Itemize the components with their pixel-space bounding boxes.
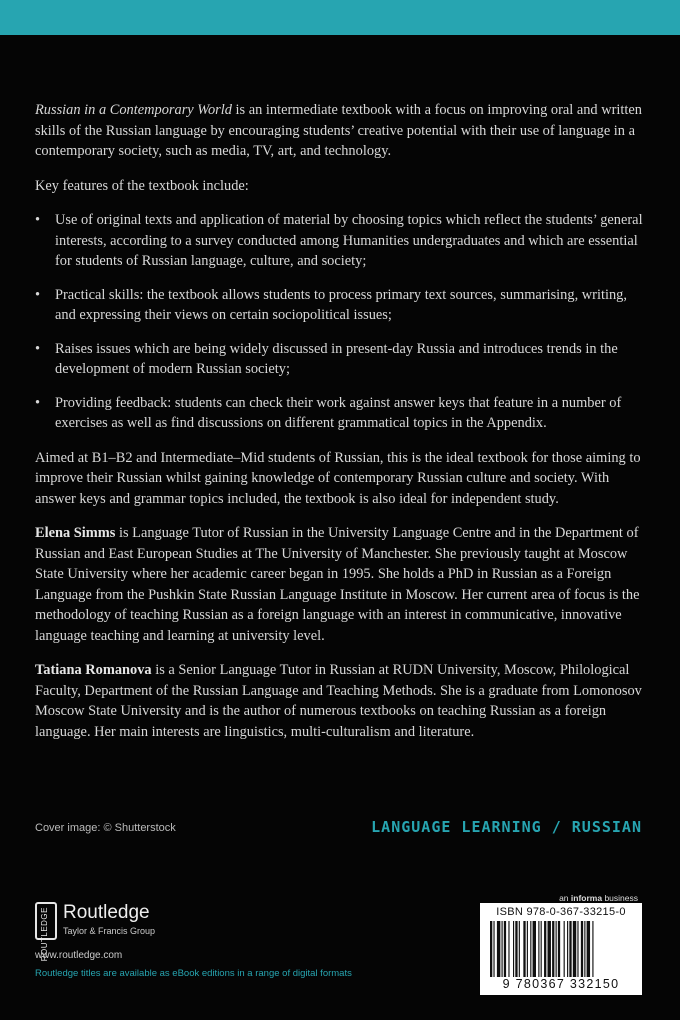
author-name: Elena Simms [35,525,116,541]
top-color-band [0,0,680,35]
intro-paragraph [35,100,647,162]
features-heading: Key features of the textbook include: [35,177,249,194]
informa-tagline [559,893,638,903]
publisher-url[interactable]: www.routledge.com [35,950,123,961]
intro-text: is an intermediate textbook with a focus on improving oral and written skills of the Russian language by encouraging students’ creative potential with their use of language in a contemporary society, such as media, TV, art, and technology. [35,102,642,159]
barcode-icon [488,921,634,977]
informa-brand: informa [570,893,603,903]
barcode-digits: 9 780367 332150 [502,977,620,991]
logo-mark-text: ROUTLEDGE [40,907,49,962]
author-bio-text: is Language Tutor of Russian in the University Language Centre and in the Department of Russian and East European Studies at The University of Manchester. She previously taught at Moscow State University where her academic career began in 1995. She holds a PhD in Russian as a Foreign Language from the Pushkin State Russian Language Institute in Moscow. Her current area of focus is the methodology of teaching Russian as a foreign language with an interest in communicative, innovative language teaching and learning at university level. [35,525,640,644]
list-item: • Providing feedback: students can check their work against answer keys that feature in a number of exercises as well as find discussions on different grammatical topics in the Appendix. [35,393,647,434]
subject-category: LANGUAGE LEARNING / RUSSIAN [371,818,642,836]
list-item: • Raises issues which are being widely discussed in present-day Russia and introduces trends in the development of modern Russian society; [35,339,647,380]
publisher-name: Routledge [63,902,150,923]
list-item: • Practical skills: the textbook allows students to process primary text sources, summarising, writing, and expressing their views on certain sociopolitical issues; [35,285,647,326]
isbn-number: ISBN 978-0-367-33215-0 [496,906,626,918]
back-cover-text [35,100,647,756]
feature-list [35,210,647,434]
informa-prefix: an [559,893,571,903]
barcode-panel [480,903,642,995]
publisher-group: Taylor & Francis Group [63,926,156,936]
audience-paragraph: Aimed at B1–B2 and Intermediate–Mid students of Russian, this is the ideal textbook for those aiming to improve their Russian whilst gaining knowledge of contemporary Russian culture and society. With answer keys and grammar topics included, the textbook is also ideal for independent study. [35,449,641,507]
author-bio-text: is a Senior Language Tutor in Russian at RUDN University, Moscow, Philological Faculty, Department of the Russian Language and Teaching Methods. She is a graduate from Lomonosov Moscow State University and is the author of numerous textbooks on teaching Russian as a foreign language. Her main interests are linguistics, multi-culturalism and literature. [35,662,642,740]
book-title: Russian in a Contemporary World [35,102,232,118]
cover-credit: Cover image: © Shutterstock [35,822,176,834]
author-bio [35,523,647,646]
informa-suffix: business [602,893,638,903]
routledge-mark-icon [35,902,57,962]
author-bio [35,660,647,742]
ebook-note: Routledge titles are available as eBook editions in a range of digital formats [35,968,352,979]
author-name: Tatiana Romanova [35,662,152,678]
list-item: • Use of original texts and application of material by choosing topics which reflect the students’ general interests, according to a survey conducted among Humanities undergraduates and which are essential for students of Russian language, culture, and society; [35,210,647,272]
